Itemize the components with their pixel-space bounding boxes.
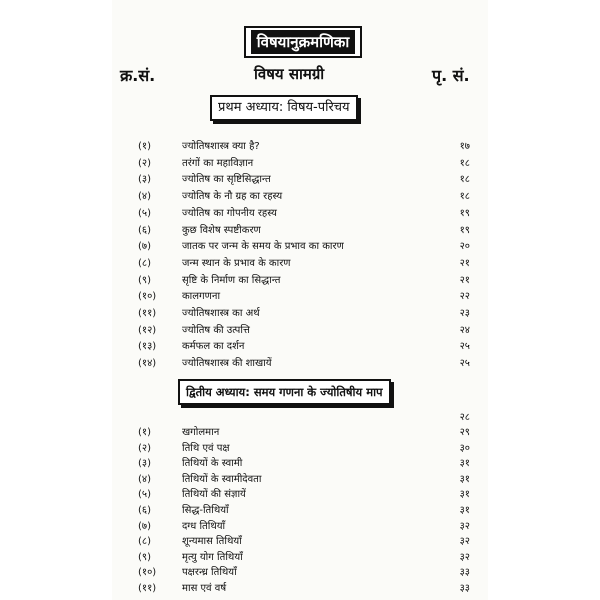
list-item bbox=[138, 565, 470, 581]
item-title: तिथियों के स्वामीदेवता bbox=[182, 473, 262, 485]
item-title: जन्म स्थान के प्रभाव के कारण bbox=[182, 257, 291, 269]
serial-header: क्र.सं. bbox=[120, 66, 156, 85]
item-page-number: ३१ bbox=[459, 505, 470, 516]
chapter1-title: प्रथम अध्याय: विषय-परिचय bbox=[210, 95, 358, 121]
item-title: ज्योतिष का गोपनीय रहस्य bbox=[182, 207, 277, 219]
item-page-number: १९ bbox=[459, 224, 470, 236]
list-item bbox=[138, 206, 470, 222]
item-number: (९) bbox=[138, 551, 152, 563]
item-number: (६) bbox=[138, 505, 152, 516]
item-title: तरंगों का महाविज्ञान bbox=[182, 157, 254, 169]
item-page-number: २३ bbox=[459, 308, 470, 319]
item-title: तिथियों के स्वामी bbox=[182, 458, 243, 470]
list-item bbox=[138, 534, 470, 550]
item-number: (९) bbox=[138, 274, 152, 286]
item-number: (१) bbox=[138, 141, 152, 152]
item-title: ज्योतिष का सृष्टिसिद्धान्त bbox=[182, 174, 271, 186]
item-page-number: ३१ bbox=[459, 458, 470, 470]
item-number: (७) bbox=[138, 520, 152, 532]
item-number: (१३) bbox=[138, 341, 157, 353]
item-page-number: १८ bbox=[459, 157, 470, 169]
item-page-number: ३३ bbox=[459, 583, 470, 594]
item-number: (६) bbox=[138, 224, 152, 236]
item-number: (४) bbox=[138, 191, 152, 203]
list-item bbox=[138, 256, 470, 272]
item-number: (२) bbox=[138, 442, 152, 454]
list-item bbox=[138, 289, 470, 305]
item-number: (५) bbox=[138, 489, 152, 501]
list-item bbox=[138, 156, 470, 172]
item-number: (१२) bbox=[138, 324, 157, 336]
item-page-number: ३१ bbox=[459, 489, 470, 501]
item-number: (११) bbox=[138, 583, 157, 594]
item-title: खगोलमान bbox=[182, 427, 220, 438]
item-number: (३) bbox=[138, 174, 152, 186]
item-title: तिथियों की संज्ञायें bbox=[182, 489, 246, 501]
list-item bbox=[138, 581, 470, 597]
item-title: कर्मफल का दर्शन bbox=[182, 341, 245, 353]
list-item bbox=[138, 550, 470, 566]
list-item bbox=[138, 189, 470, 205]
item-title: मृत्यु योग तिथियाँ bbox=[182, 551, 243, 563]
item-number: (१०) bbox=[138, 567, 157, 579]
item-title: ज्योतिष के नौ ग्रह का रहस्य bbox=[182, 191, 283, 203]
item-page-number: २९ bbox=[459, 427, 470, 438]
list-item bbox=[138, 339, 470, 355]
contents-title-box bbox=[244, 26, 362, 58]
item-number: (२) bbox=[138, 157, 152, 169]
chapter2-title: द्वितीय अध्याय: समय गणना के ज्योतिषीय माप bbox=[178, 379, 391, 405]
item-page-number: २४ bbox=[459, 324, 470, 336]
list-item bbox=[138, 172, 470, 188]
list-item bbox=[138, 356, 470, 372]
list-item bbox=[138, 425, 470, 441]
item-page-number: १८ bbox=[459, 191, 470, 203]
list-item bbox=[138, 472, 470, 488]
item-page-number: २१ bbox=[459, 257, 470, 269]
item-title: दग्ध तिथियाँ bbox=[182, 520, 226, 532]
item-number: (८) bbox=[138, 536, 152, 548]
page-header: पृ. सं. bbox=[432, 66, 470, 85]
list-item bbox=[138, 223, 470, 239]
subject-header: विषय सामग्री bbox=[254, 65, 325, 83]
item-page-number: ३१ bbox=[459, 473, 470, 485]
list-item bbox=[138, 323, 470, 339]
list-item bbox=[138, 441, 470, 457]
item-number: (५) bbox=[138, 207, 152, 219]
item-number: (७) bbox=[138, 241, 152, 253]
item-page-number: २० bbox=[459, 241, 470, 253]
item-page-number: २५ bbox=[459, 358, 470, 370]
item-number: (१४) bbox=[138, 358, 157, 370]
item-title: पक्षरन्ध्र तिथियाँ bbox=[182, 567, 237, 579]
item-page-number: १८ bbox=[459, 174, 470, 186]
item-number: (८) bbox=[138, 257, 152, 269]
item-title: ज्योतिषशास्त्र की शाखायें bbox=[182, 358, 272, 370]
item-title: मास एवं वर्ष bbox=[182, 583, 227, 594]
item-title: शून्यमास तिथियाँ bbox=[182, 536, 242, 548]
item-page-number: २२ bbox=[459, 291, 470, 303]
item-number: (३) bbox=[138, 458, 152, 470]
chapter2-first-page: २८ bbox=[459, 412, 470, 423]
item-number: (११) bbox=[138, 308, 157, 319]
item-number: (१) bbox=[138, 427, 152, 438]
item-title: ज्योतिषशास्त्र क्या है? bbox=[182, 141, 260, 152]
list-item bbox=[138, 519, 470, 535]
item-page-number: ३२ bbox=[459, 536, 470, 548]
item-title: तिथि एवं पक्ष bbox=[182, 442, 230, 454]
list-item bbox=[138, 273, 470, 289]
item-page-number: ३३ bbox=[459, 567, 470, 579]
list-item bbox=[138, 503, 470, 519]
item-title: ज्योतिष की उत्पत्ति bbox=[182, 324, 250, 336]
item-title: कुछ विशेष स्पष्टीकरण bbox=[182, 224, 261, 236]
item-page-number: २५ bbox=[459, 341, 470, 353]
item-title: ज्योतिषशास्त्र का अर्थ bbox=[182, 308, 260, 319]
item-page-number: २१ bbox=[459, 274, 470, 286]
item-title: सृष्टि के निर्माण का सिद्धान्त bbox=[182, 274, 281, 286]
item-page-number: १७ bbox=[459, 141, 470, 152]
item-page-number: ३० bbox=[459, 442, 470, 454]
list-item bbox=[138, 456, 470, 472]
item-title: कालगणना bbox=[182, 291, 221, 303]
item-title: सिद्ध-तिथियाँ bbox=[182, 505, 229, 516]
list-item bbox=[138, 487, 470, 503]
item-page-number: १९ bbox=[459, 207, 470, 219]
list-item bbox=[138, 306, 470, 322]
item-title: जातक पर जन्म के समय के प्रभाव का कारण bbox=[182, 241, 344, 253]
list-item bbox=[138, 239, 470, 255]
item-page-number: ३२ bbox=[459, 551, 470, 563]
item-number: (४) bbox=[138, 473, 152, 485]
item-number: (१०) bbox=[138, 291, 157, 303]
contents-title: विषयानुक्रमणिका bbox=[251, 30, 355, 54]
item-page-number: ३२ bbox=[459, 520, 470, 532]
list-item bbox=[138, 139, 470, 155]
